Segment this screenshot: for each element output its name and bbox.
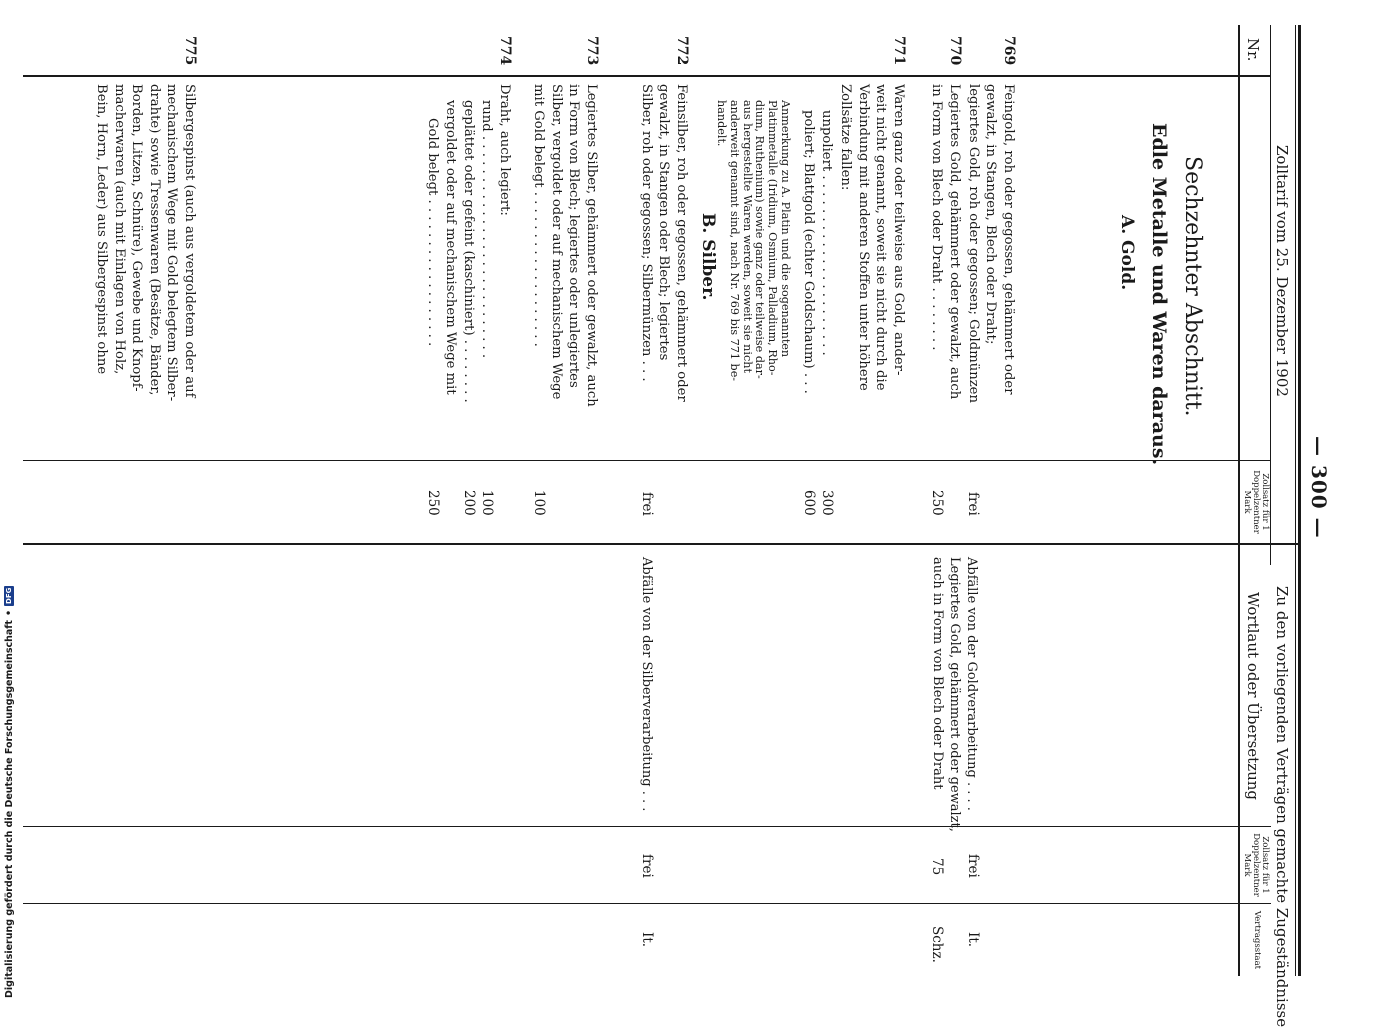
- entry-rate-poliert: 600: [801, 490, 817, 516]
- col-rule-state: [23, 903, 1271, 904]
- entry-number-775: 775: [182, 36, 198, 66]
- entry-number-772: 772: [674, 36, 690, 66]
- col-rule-rate2: [23, 826, 1271, 827]
- entry-rate-geplaettet: 200: [461, 490, 477, 516]
- header-col-staat: Vertragsstaat: [1252, 910, 1262, 970]
- page-number: — 300 —: [1307, 436, 1331, 539]
- entry-rate-773: 100: [531, 490, 547, 516]
- entry-sub-unpoliert: unpoliert . . . . . . . . . . . . . . . . . . . . . .: [819, 110, 834, 356]
- treaty-state-770: Schz.: [929, 926, 945, 963]
- treaty-text-770: Legiertes Gold, gehämmert oder gewalzt, auch in Form von Blech oder Draht: [930, 557, 962, 832]
- top-rule-thick: [1298, 25, 1301, 976]
- header-right-title: Zu den vorliegenden Verträgen gemachte Zugeständnisse: [1273, 586, 1291, 1027]
- entry-text-772: Feinsilber, roh oder gegossen, gehämmert oder gewalzt, in Stangen oder Blech; legiertes Silber, roh oder gegossen; Silbermünzen . . .: [639, 84, 689, 402]
- footer-text: Digitalisierung gefördert durch die Deutsche Forschungsgemeinschaft: [3, 620, 15, 998]
- entry-rate-770: 250: [929, 490, 945, 516]
- header-col-wortlaut: Wortlaut oder Übersetzung: [1244, 592, 1262, 800]
- digitization-footer: Digitalisierung gefördert durch die Deutsche Forschungsgemeinschaft • DFG: [3, 587, 15, 998]
- entry-text-770: Legiertes Gold, gehämmert oder gewalzt, auch in Form von Blech oder Draht . . . . . . . .: [929, 84, 962, 400]
- entry-text-775: Silbergespinst (auch aus vergoldetem oder auf mechanischem Wege mit Gold belegtem Silber- drahte) sowie Tressenwaren (Besätze, Bänder, Borden, Litzen, Schnüre), Gewebe und Knopf- macherwaren (auch mit Einlagen von Holz, Bein, Horn, Leder) aus Silbergespinst ohne: [94, 84, 197, 402]
- col-rule-nr: [23, 75, 1271, 77]
- entry-number-773: 773: [584, 36, 600, 66]
- header-col-nr: Nr.: [1244, 38, 1262, 62]
- entry-text-769: Feingold, roh oder gegossen, gehämmert oder gewalzt, in Stangen, Blech oder Draht; legiertes Gold, roh oder gegossen; Goldmünzen: [966, 84, 1016, 403]
- treaty-state-769: It.: [965, 932, 981, 948]
- dfg-logo: DFG: [5, 587, 13, 604]
- entry-rate-rund: 100: [479, 490, 495, 516]
- header-left-title: Zolltarif vom 25. Dezember 1902: [1273, 145, 1291, 397]
- entry-number-774: 774: [497, 36, 513, 66]
- entry-text-774: Draht, auch legiert:: [497, 84, 512, 216]
- header-col-zollsatz2: Zollsatz für 1 Doppelzentner Mark: [1242, 833, 1270, 897]
- entry-sub-poliert: poliert; Blattgold (echter Goldschaum) . . .: [801, 110, 816, 394]
- treaty-rate-769: frei: [965, 854, 981, 878]
- entry-rate-769: frei: [965, 492, 981, 516]
- header-bottom-rule: [1238, 25, 1240, 976]
- treaty-rate-772: frei: [639, 854, 655, 878]
- entry-rate-772: frei: [639, 492, 655, 516]
- treaty-state-772: It.: [639, 932, 655, 948]
- entry-number-769: 769: [1001, 36, 1017, 66]
- rotated-document-page: [10, 0, 1335, 1027]
- section-title: Sechzehnter Abschnitt.: [1180, 156, 1205, 417]
- entry-number-771: 771: [891, 36, 907, 66]
- entry-rate-unpoliert: 300: [819, 490, 835, 516]
- entry-rate-vergoldet: 250: [425, 490, 441, 516]
- entry-sub-geplaettet: geplättet oder gefeint (kaschiniert) . . . . . . . .: [461, 100, 476, 403]
- treaty-text-772: Abfälle von der Silberverarbeitung . . .: [639, 557, 654, 812]
- entry-number-770: 770: [947, 36, 963, 66]
- col-rule-middle: [23, 543, 1298, 545]
- entry-text-773: Legiertes Silber, gehämmert oder gewalzt, auch in Form von Blech; legiertes oder unlegiertes Silber, vergoldet oder auf mechanischem Wege mit Gold belegt . . . . . . . . . . . . . . . . . . .: [531, 84, 599, 407]
- col-rule-rate: [23, 460, 1271, 461]
- section-subtitle: Edle Metalle und Waren daraus.: [1148, 123, 1170, 466]
- entry-sub-vergoldet: vergoldet oder auf mechanischem Wege mit Gold belegt . . . . . . . . . . . . . . . . . .: [425, 100, 458, 395]
- entry-sub-rund: rund . . . . . . . . . . . . . . . . . . . . . . . . . . .: [479, 100, 494, 359]
- header-divider-left: [1270, 25, 1271, 565]
- treaty-rate-770: 75: [929, 858, 945, 876]
- group-title-gold: A. Gold.: [1117, 215, 1137, 291]
- entry-text-771: Waren ganz oder teilweise aus Gold, ander- weit nicht genannt, soweit sie nicht durch die Verbindung mit anderen Stoffen unter höhere Zollsätze fallen:: [838, 84, 906, 391]
- header-col-zollsatz: Zollsatz für 1 Doppelzentner Mark: [1242, 470, 1270, 534]
- top-rule-thin: [1295, 25, 1296, 976]
- note-anmerkung: Anmerkung zu A. Platin und die sogenannten Platinmetalle (Iridium, Osmium, Palladium, Rho- dium, Ruthenium) sowie ganz oder teilweise dar- aus hergestellte Waren werden, soweit sie nicht anderweit genannt sind, nach Nr. 769 bis 771 be- handelt.: [715, 100, 792, 382]
- treaty-text-769: Abfälle von der Goldverarbeitung . . . .: [964, 557, 979, 811]
- group-title-silber: B. Silber.: [698, 213, 718, 301]
